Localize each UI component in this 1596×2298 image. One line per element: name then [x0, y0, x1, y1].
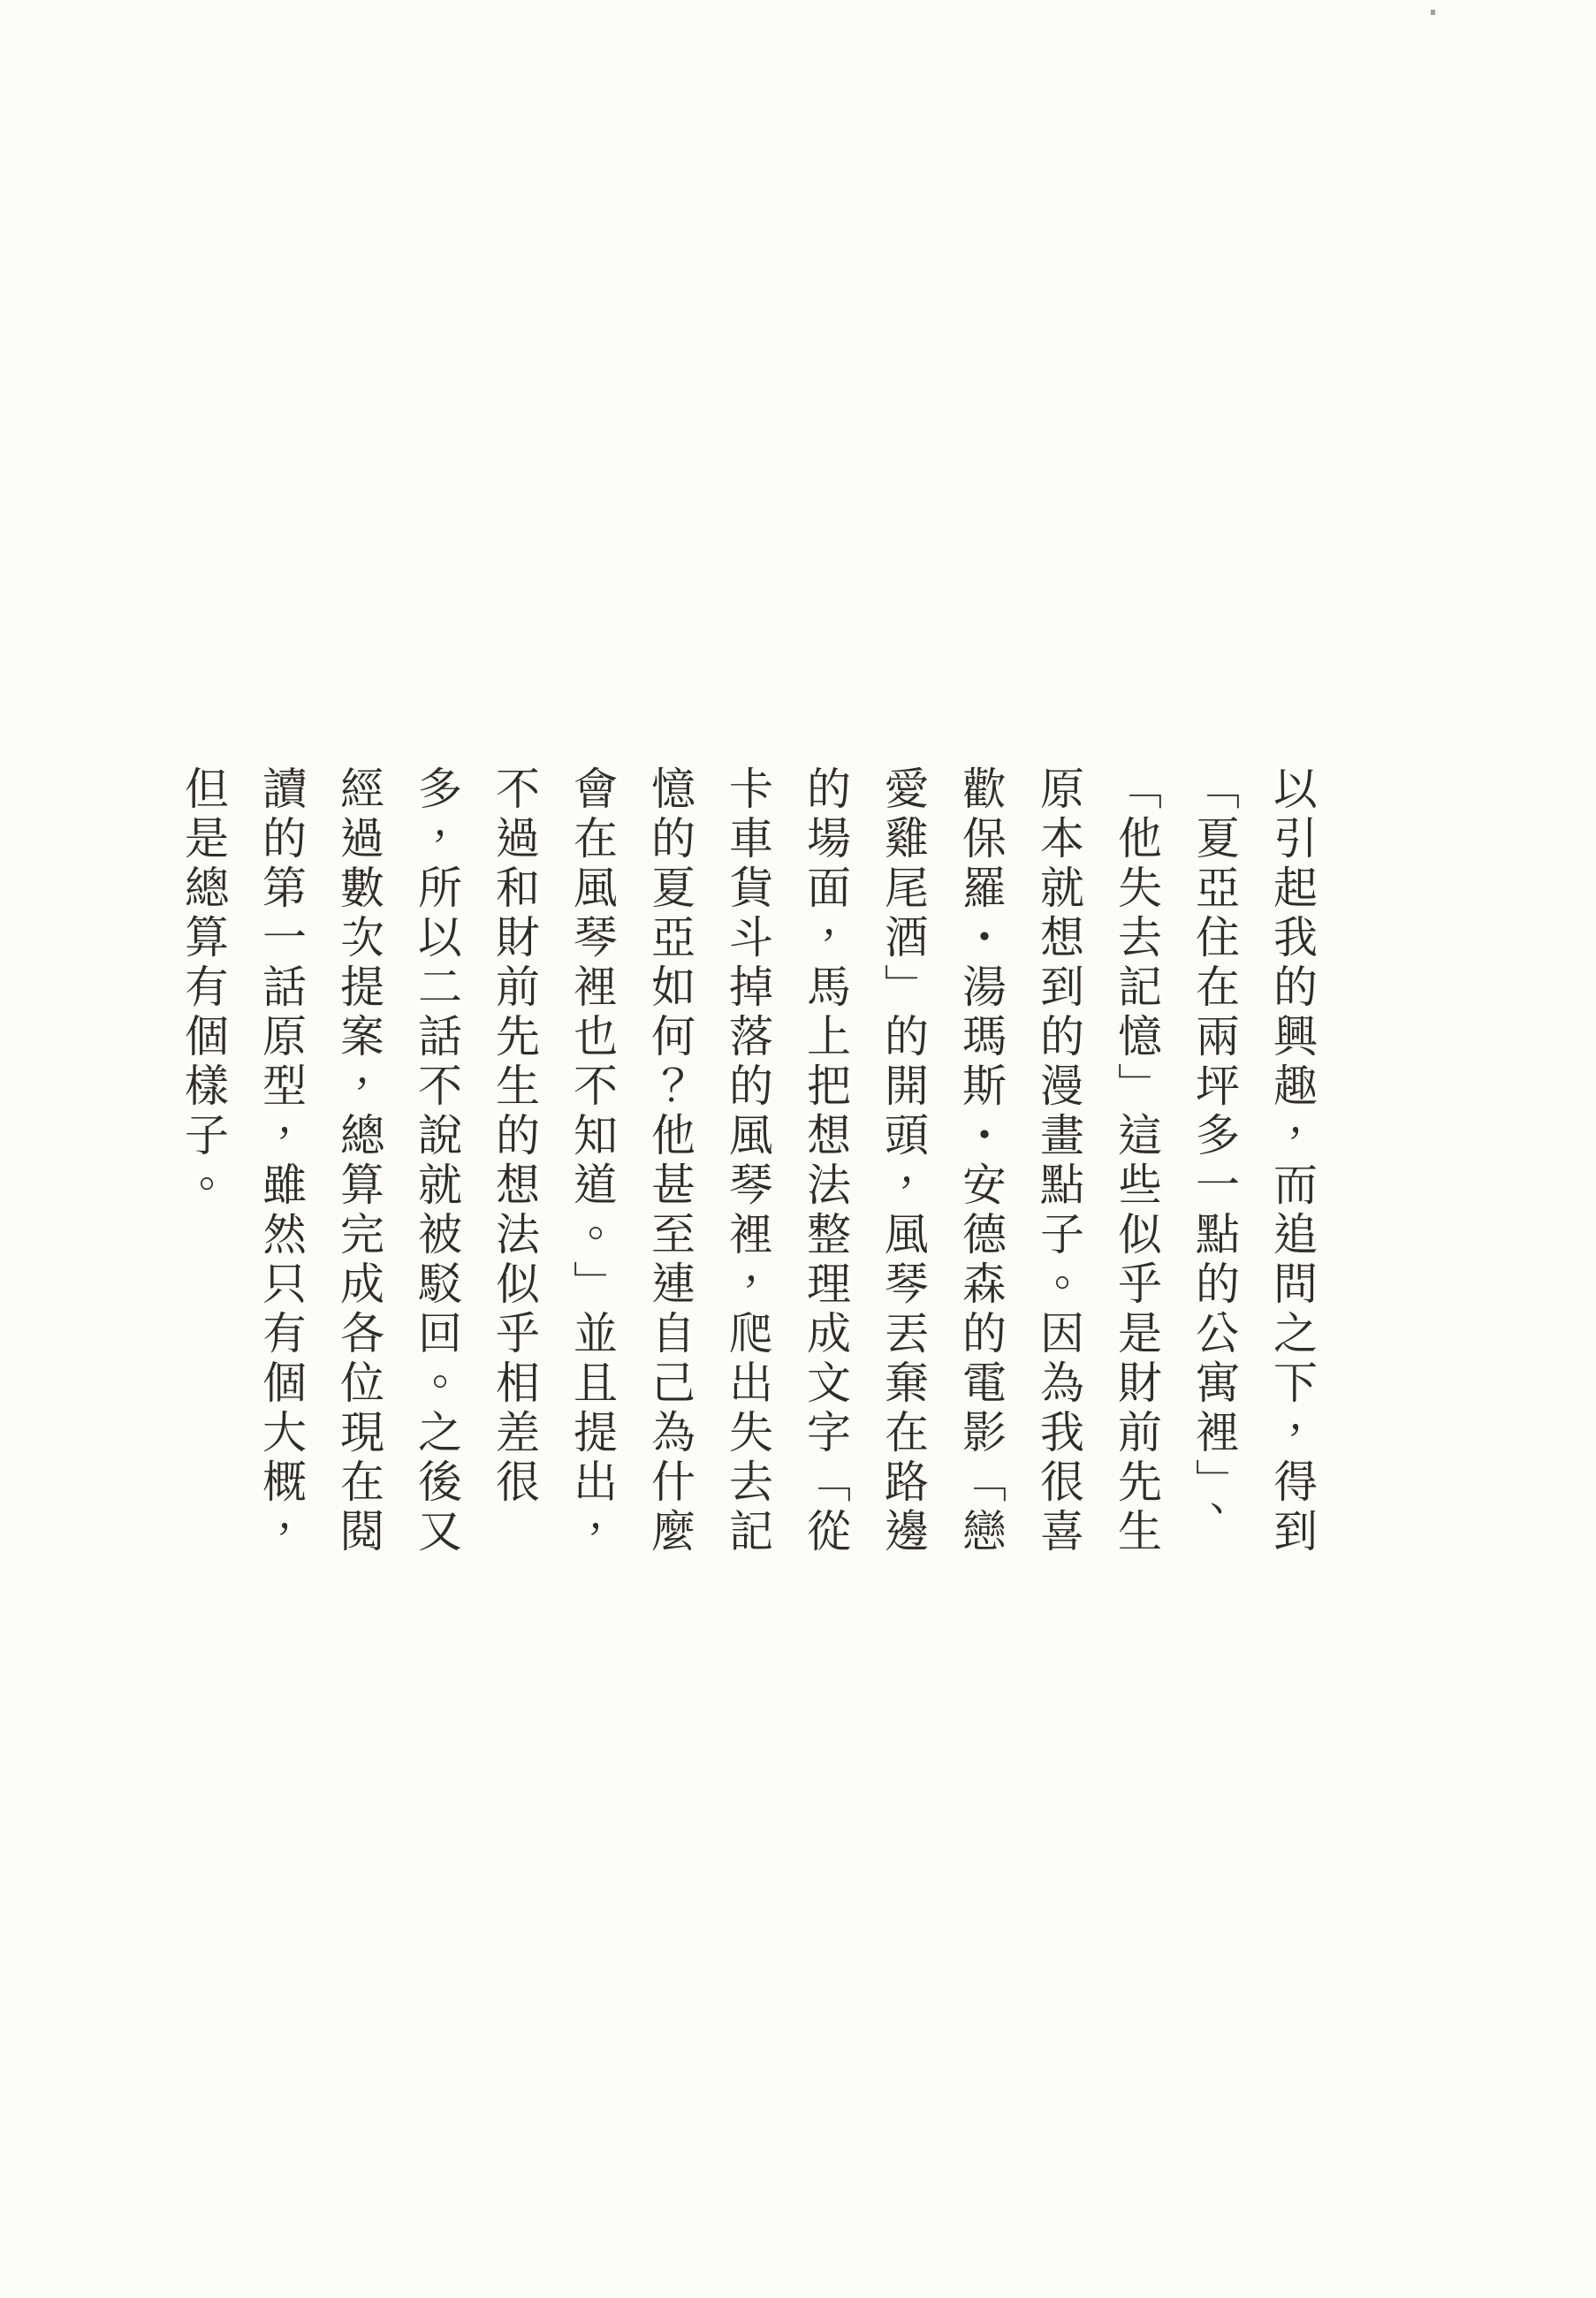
text-column: 不過和財前先生的想法似乎相差很	[490, 765, 539, 1508]
text-column: 歡保羅・湯瑪斯・安德森的電影「戀	[956, 765, 1006, 1557]
text-column: 以引起我的興趣，而追問之下，得到	[1267, 765, 1317, 1557]
text-column: 會在風琴裡也不知道。」並且提出，	[567, 765, 617, 1557]
text-column: 但是總算有個樣子。	[179, 765, 228, 1211]
text-column: 「夏亞住在兩坪多一點的公寓裡」、	[1189, 765, 1239, 1535]
text-column: 卡車貨斗掉落的風琴裡，爬出失去記	[723, 765, 772, 1557]
afterword-text-block	[164, 765, 1331, 1583]
text-column: 「他失去記憶」這些似乎是財前先生	[1112, 765, 1161, 1557]
text-column: 愛雞尾酒」的開頭，風琴丟棄在路邊	[878, 765, 928, 1557]
scan-artifact-speck	[1431, 10, 1435, 15]
text-column: 多，所以二話不說就被駁回。之後又	[412, 765, 461, 1557]
text-column: 憶的夏亞如何？他甚至連自己為什麼	[645, 765, 695, 1557]
text-column: 的場面，馬上把想法整理成文字「從	[801, 765, 850, 1557]
text-column: 經過數次提案，總算完成各位現在閱	[334, 765, 384, 1557]
text-column: 原本就想到的漫畫點子。因為我很喜	[1034, 765, 1083, 1557]
text-column: 讀的第一話原型，雖然只有個大概，	[256, 765, 306, 1557]
